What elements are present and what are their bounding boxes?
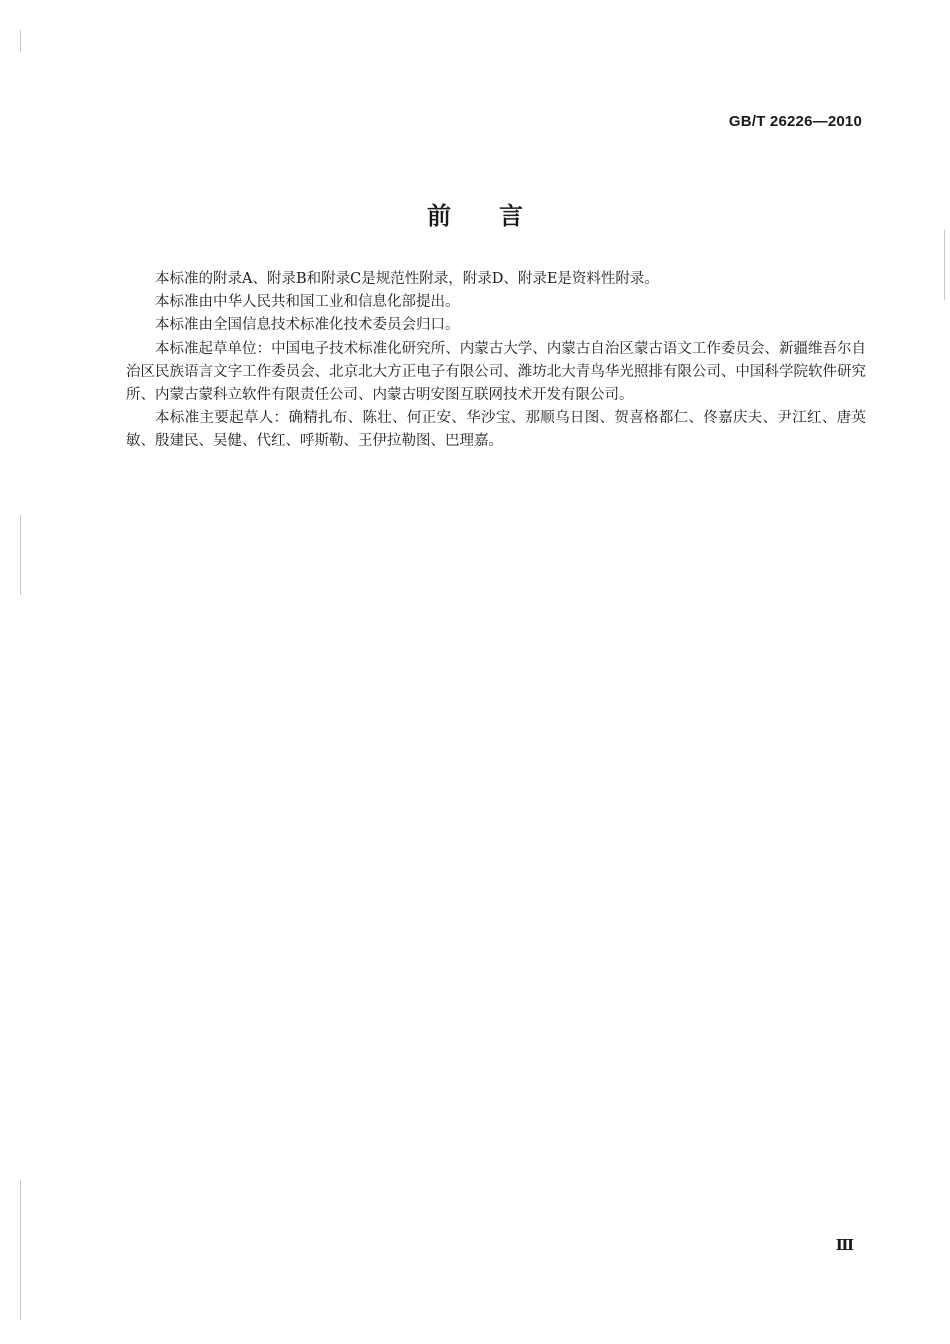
scan-artifact — [20, 1180, 21, 1320]
scan-artifact — [20, 30, 21, 52]
standard-code: GB/T 26226—2010 — [728, 113, 862, 130]
foreword-body — [126, 268, 866, 454]
paragraph-drafting-units: 本标准起草单位：中国电子技术标准化研究所、内蒙古大学、内蒙古自治区蒙古语文工作委员会、新疆维吾尔自治区民族语言文字工作委员会、北京北大方正电子有限公司、潍坊北大青鸟华光照排有限公司、中国科学院软件研究所、内蒙古蒙科立软件有限责任公司、内蒙古明安图互联网技术开发有限公司。 — [126, 340, 866, 404]
paragraph-administrator: 本标准由全国信息技术标准化技术委员会归口。 — [155, 317, 460, 334]
scan-artifact — [20, 515, 21, 595]
paragraph-annexes: 本标准的附录A、附录B和附录C是规范性附录，附录D、附录E是资料性附录。 — [155, 271, 659, 287]
paragraph-drafters: 本标准主要起草人：确精扎布、陈壮、何正安、华沙宝、那顺乌日图、贺喜格都仁、佟嘉庆夫、尹江红、唐英敏、殷建民、吴健、代红、呼斯勒、王伊拉勒图、巴理嘉。 — [126, 410, 866, 450]
page-number: Ⅲ — [835, 1238, 854, 1254]
page-title: 前言 — [427, 202, 571, 230]
paragraph-proposer: 本标准由中华人民共和国工业和信息化部提出。 — [155, 294, 460, 311]
scan-artifact — [944, 230, 945, 300]
